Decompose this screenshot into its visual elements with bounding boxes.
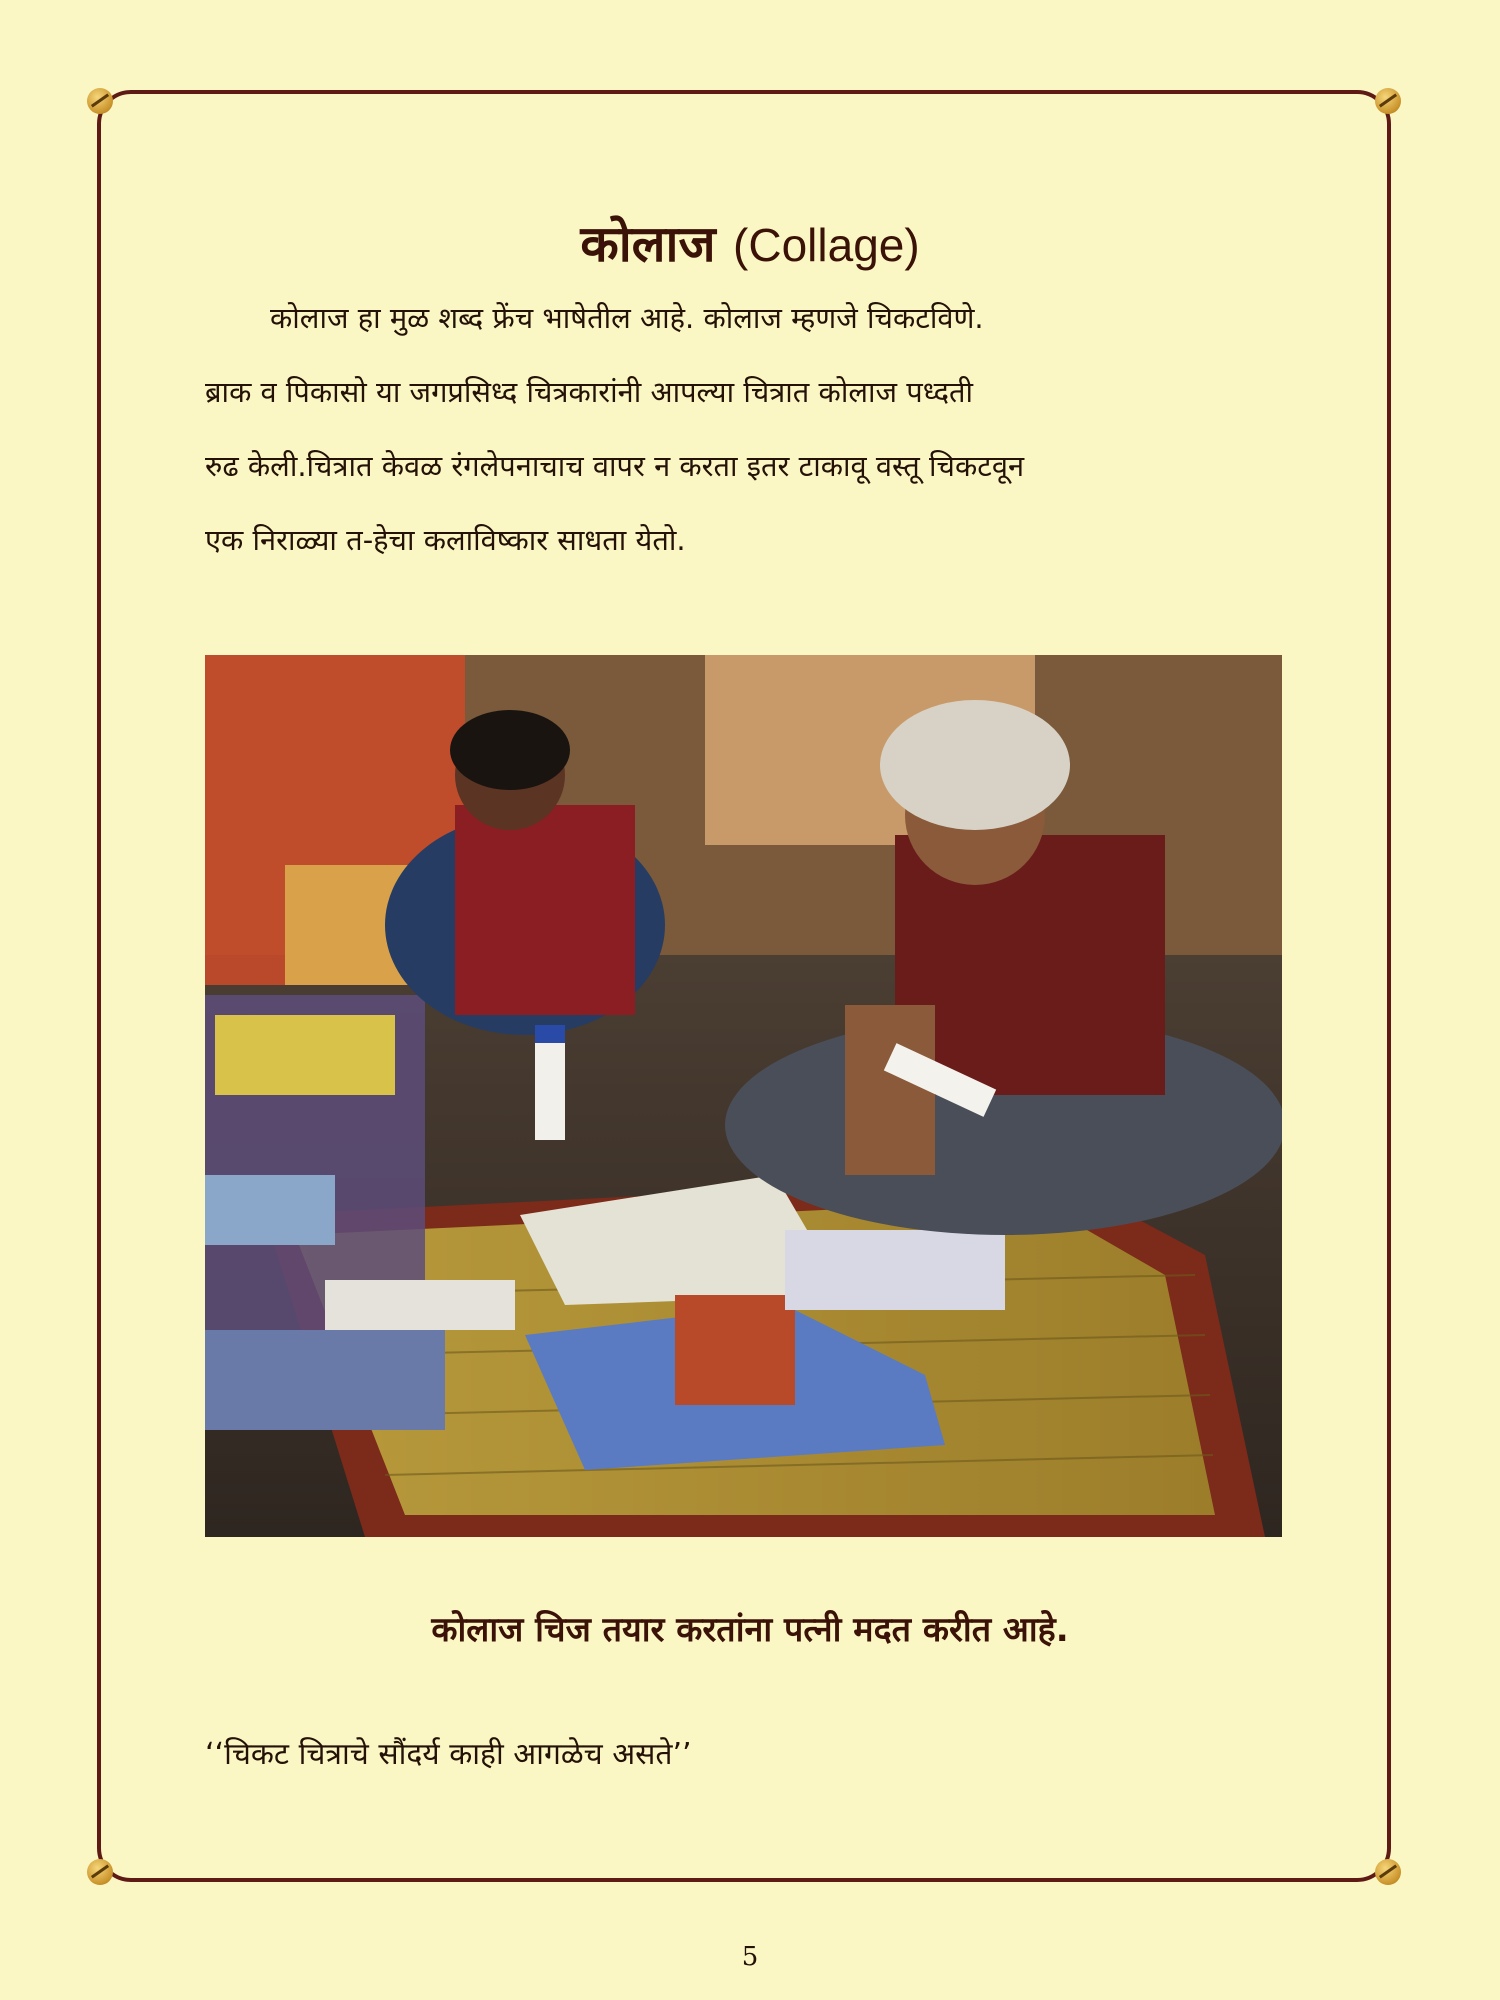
- page-number: 5: [741, 1942, 759, 1972]
- top-right-screw-icon: [1375, 88, 1401, 114]
- collage-making-photo: [205, 655, 1282, 1537]
- paragraph-line-2: ब्राक व पिकासो या जगप्रसिध्द चित्रकारांनी आपल्या चित्रात कोलाज पध्दती: [205, 375, 974, 409]
- paragraph-line-3: रुढ केली.चित्रात केवळ रंगलेपनाचाच वापर न करता इतर टाकावू वस्तू चिकटवून: [205, 449, 1025, 483]
- bottom-right-screw-icon: [1375, 1859, 1401, 1885]
- title-english: (Collage): [733, 219, 920, 271]
- paragraph-line-4: एक निराळ्या त-हेचा कलाविष्कार साधता येतो.: [205, 523, 686, 557]
- quote: ‘‘चिकट चित्राचे सौंदर्य काही आगळेच असते’’: [205, 1737, 692, 1772]
- page-title: [0, 208, 1500, 276]
- paragraph-line-1: कोलाज हा मुळ शब्द फ्रेंच भाषेतील आहे. कोलाज म्हणजे चिकटविणे.: [270, 301, 984, 335]
- bottom-left-screw-icon: [87, 1859, 113, 1885]
- top-left-screw-icon: [87, 88, 113, 114]
- title-marathi: कोलाज: [580, 215, 716, 273]
- photo-caption: कोलाज चिज तयार करतांना पत्नी मदत करीत आहे.: [431, 1610, 1069, 1650]
